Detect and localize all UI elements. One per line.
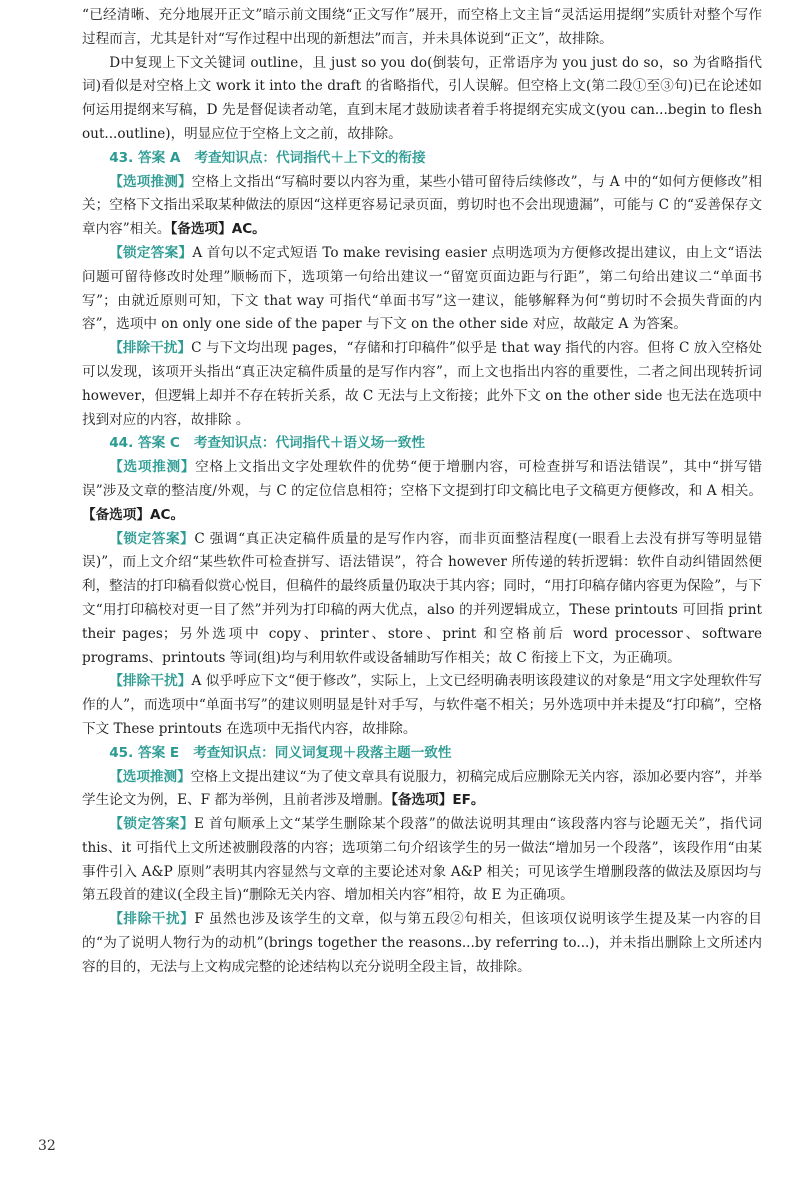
intro-paragraph: “已经清晰、充分地展开正文”暗示前文围绕“正文写作”展开，而空格上文主旨“灵活运用提纲”实质针对整个写作过程而言，尤其是针对“写作过程中出现的新想法”而言，并未具体说到“正文”，故排除。	[82, 7, 762, 47]
candidate-options-tag: 【备选项】	[170, 221, 232, 238]
lock-answer-tag: 【锁定答案】	[109, 530, 195, 547]
question-44-topic: 考查知识点：代词指代＋语义场一致性	[193, 435, 425, 452]
candidate-options-tag: 【备选项】	[391, 792, 453, 809]
page-number: 32	[38, 1138, 56, 1154]
question-44-lock-answer	[82, 528, 762, 671]
exclude-distractor-tag: 【排除干扰】	[109, 673, 192, 690]
candidate-options-value: AC。	[231, 221, 266, 238]
option-guess-tag: 【选项推测】	[109, 173, 192, 190]
question-44-heading	[82, 432, 762, 456]
lock-answer-text: A 首句以不定式短语 To make revising easier 点明选项为方便修改提出建议，由上文“语法问题可留待修改时处理”顺畅而下，选项第一句给出建议一“留宽页面边距与行距”，第二句给出建议二“单面书写”；由就近原则可知，下文 that way 可指代“单面书写”这一建议，能够解释为何“剪切时不会损失背面的内容”，选项中 on only one side of the paper 与下文 on the other side 对应，故敲定 A 为答案。	[82, 244, 763, 333]
option-guess-tag: 【选项推测】	[109, 459, 196, 476]
option-d-exclusion-paragraph: D中复现上下文关键词 outline，且 just so you do(倒装句，正常语序为 you just do so，so 为省略指代词)看似是对空格上文 work it into the draft 的省略指代，引人误解。但空格上文(第二段①至③句)已在论述如何运用提纲来写稿，D 先是督促读者动笔，直到末尾才鼓励读者着手将提纲充实成文(you can...begin to flesh out...outline)，明显应位于空格上文之前，故排除。	[82, 54, 762, 142]
exclude-distractor-text: C 与下文均出现 pages，“存储和打印稿件”似乎是 that way 指代的内容。但将 C 放入空格处可以发现，该项开头指出“真正决定稿件质量的是写作内容”，而上文也指出内容的重要性，二者之间出现转折词 however，但逻辑上却并不存在转折关系，故 C 无法与上文衔接；此外下文 on the other side 也无法在选项中找到对应的内容，故排除 。	[82, 340, 763, 428]
lock-answer-tag: 【锁定答案】	[109, 244, 193, 261]
question-45-option-guess	[82, 766, 762, 814]
candidate-options-value: AC。	[149, 506, 185, 523]
exclude-distractor-text: F 虽然也涉及该学生的文章，似与第五段②句相关，但该项仅说明该学生提及某一内容的目的“为了说明人物行为的动机”(brings together the reasons...by referring to...)，并未指出删除上文所述内容的目的，无法与上文构成完整的论述结构以充分说明全段主旨，故排除。	[82, 911, 762, 975]
exclude-distractor-text: A 似乎呼应下文“便于修改”，实际上，上文已经明确表明该段建议的对象是“用文字处理软件写作的人”，而选项中“单面书写”的建议则明显是针对手写，与软件毫不相关；另外选项中并未提及“打印稿”，空格下文 These printouts 在选项中无指代内容，故排除。	[82, 673, 763, 737]
option-guess-text: 空格上文指出文字处理软件的优势“便于增删内容，可检查拼写和语法错误”，其中“拼写错误”涉及文章的整洁度/外观，与 C 的定位信息相符；空格下文提到打印文稿比电子文稿更方便修改，和 A 相关。	[82, 459, 762, 499]
exclude-distractor-tag: 【排除干扰】	[109, 340, 192, 357]
question-45-answer: 45. 答案 E	[109, 744, 180, 761]
question-44-exclude-distractor	[82, 670, 762, 741]
lock-answer-tag: 【锁定答案】	[109, 816, 195, 833]
option-guess-tag: 【选项推测】	[109, 768, 191, 785]
question-43-answer: 43. 答案 A	[109, 149, 181, 166]
candidate-options-tag: 【备选项】	[82, 506, 150, 523]
candidate-options-value: EF。	[452, 792, 485, 809]
lock-answer-text: C 强调“真正决定稿件质量的是写作内容，而非页面整洁程度(一眼看上去没有拼写等明显错误)”，而上文介绍“某些软件可检查拼写、语法错误”，符合 however 所传递的转折逻辑：软件自动纠错固然便利，整洁的打印稿看似赏心悦目，但稿件的最终质量仍取决于其内容；同时，“用打印稿存储内容更为保险”，与下文“用打印稿校对更一目了然”并列为打印稿的两大优点，also 的并列逻辑成立，These printouts 可回指 print their pages；另外选项中 copy、printer、store、print 和空格前后 word processor、software programs、printouts 等词(组)均与利用软件或设备辅助写作相关；故 C 衔接上下文，为正确项。	[82, 530, 762, 666]
option-guess-text: 空格上文指出“写稿时要以内容为重，某些小错可留待后续修改”，与 A 中的“如何方便修改”相关；空格下文指出采取某种做法的原因“这样更容易记录页面，剪切时也不会出现遗漏”，可能与 C 的“妥善保存文章内容”相关。	[82, 173, 762, 238]
option-guess-text: 空格上文提出建议“为了使文章具有说服力，初稿完成后应删除无关内容，添加必要内容”，并举学生论文为例，E、F 都为举例，且前者涉及增删。	[82, 768, 762, 809]
exclude-distractor-tag: 【排除干扰】	[109, 911, 195, 928]
question-43-option-guess	[82, 171, 762, 242]
question-43-heading	[82, 147, 762, 171]
question-44-answer: 44. 答案 C	[109, 435, 180, 452]
question-45-lock-answer	[82, 813, 762, 908]
question-43-lock-answer	[82, 242, 762, 337]
answer-explanation-page	[82, 4, 762, 980]
lock-answer-text: E 首句顺承上文“某学生删除某个段落”的做法说明其理由“该段落内容与论题无关”，指代词 this、it 可指代上文所述被删段落的内容；选项第二句介绍该学生的另一做法“增加另一个段落”，该段作用“由某事件引入 A&P 原则”表明其内容显然与文章的主要论述对象 A&P 相关；可见该学生增删段落的做法及原因均与第五段首的建议(全段主旨)“删除无关内容、增加相关内容”相符，故 E 为正确项。	[82, 816, 763, 904]
question-45-heading	[82, 742, 762, 766]
question-43-exclude-distractor	[82, 337, 762, 432]
question-45-topic: 考查知识点：同义词复现＋段落主题一致性	[193, 744, 452, 761]
question-45-exclude-distractor	[82, 908, 762, 979]
question-44-option-guess	[82, 456, 762, 527]
question-43-topic: 考查知识点：代词指代＋上下文的衔接	[194, 149, 426, 166]
